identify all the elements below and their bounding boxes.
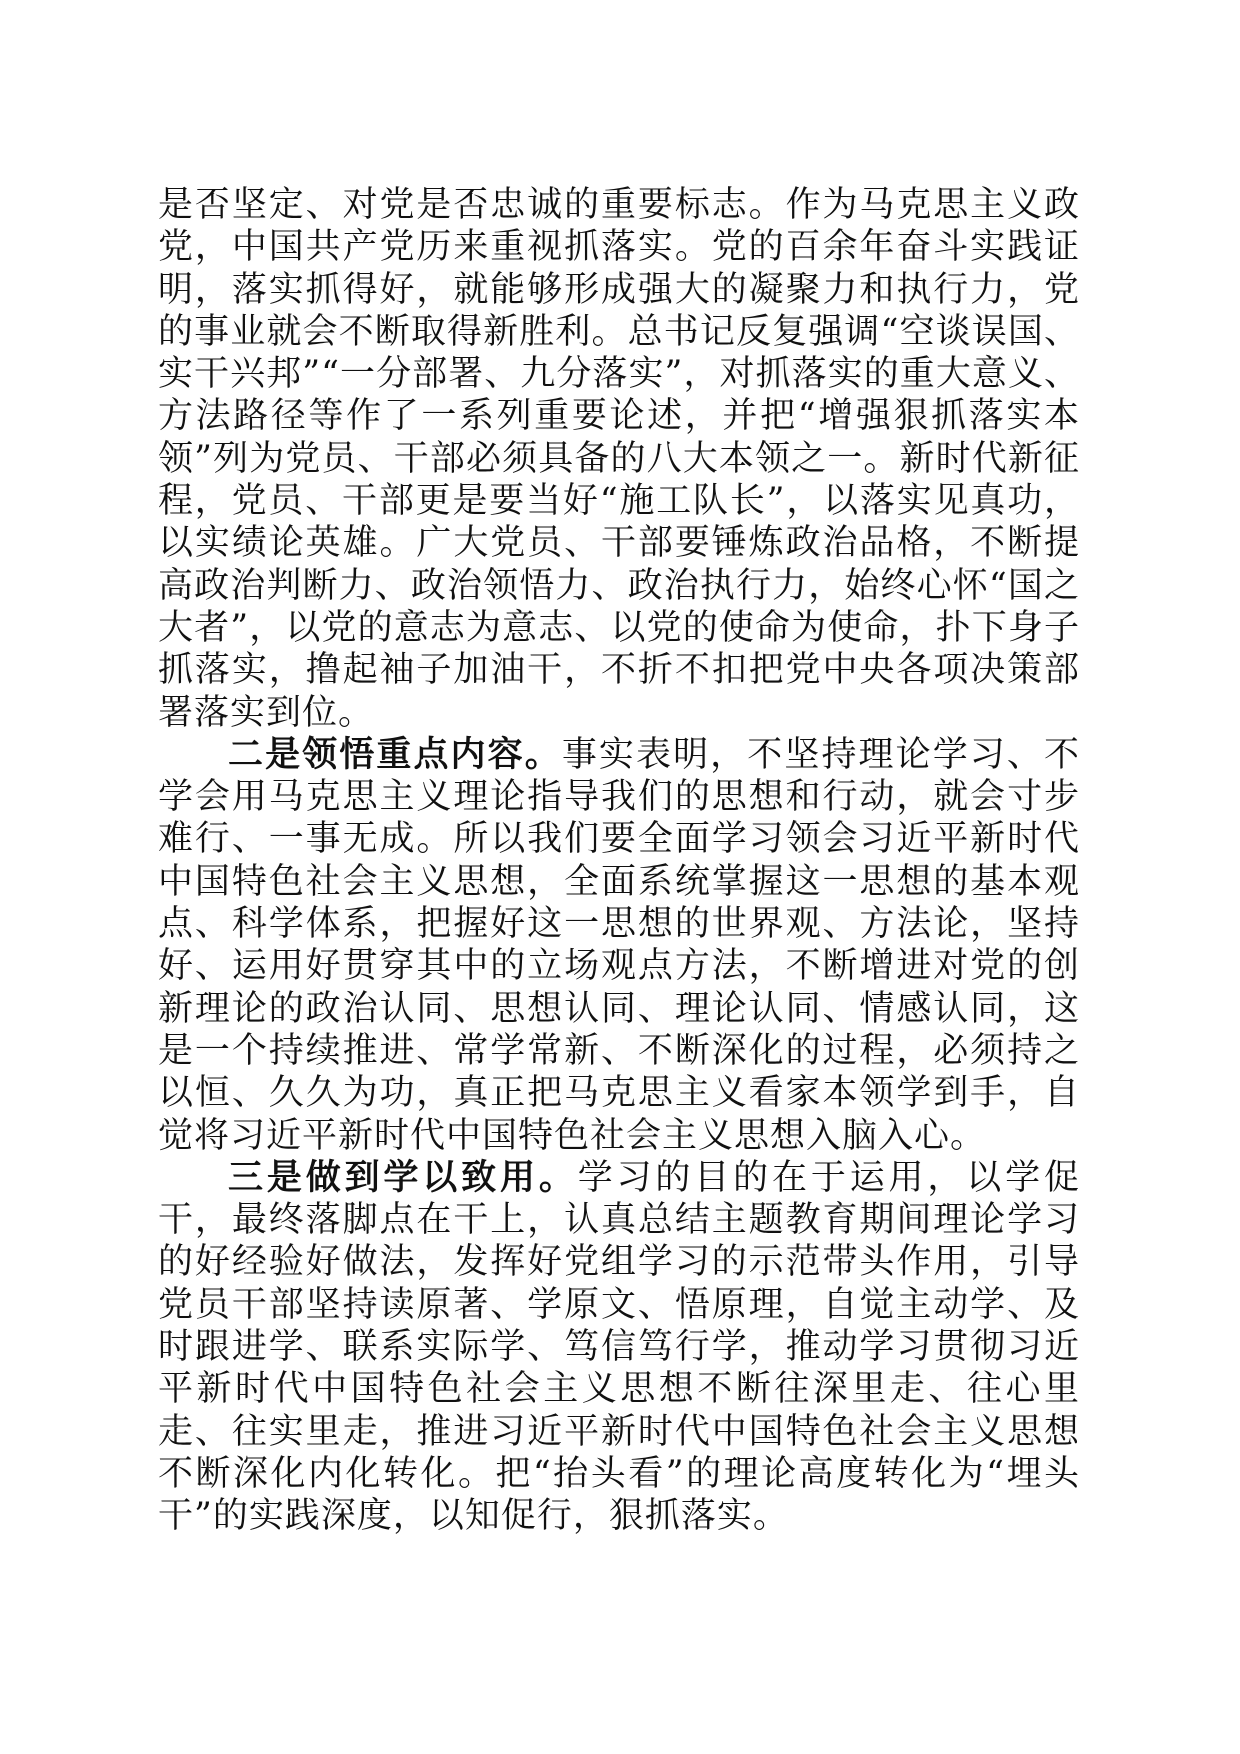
paragraph-continuation: [158, 184, 1080, 734]
paragraph-heading: 三是做到学以致用。: [228, 1156, 578, 1198]
paragraph-text: 学习的目的在于运用，以学促干，最终落脚点在干上，认真总结主题教育期间理论学习的好经验好做法，发挥好党组学习的示范带头作用，引导党员干部坚持读原著、学原文、悟原理，自觉主动学、及时跟进学、联系实际学、笃信笃行学，推动学习贯彻习近平新时代中国特色社会主义思想不断往深里走、往心里走、往实里走，推进习近平新时代中国特色社会主义思想不断深化内化转化。把“抬头看”的理论高度转化为“埋头干”的实践深度，以知促行，狠抓落实。: [158, 1157, 1080, 1537]
paragraph-point-two: [158, 734, 1080, 1157]
paragraph-point-three: [158, 1157, 1080, 1538]
paragraph-text: 事实表明，不坚持理论学习、不学会用马克思主义理论指导我们的思想和行动，就会寸步难行、一事无成。所以我们要全面学习领会习近平新时代中国特色社会主义思想，全面系统掌握这一思想的基本观点、科学体系，把握好这一思想的世界观、方法论，坚持好、运用好贯穿其中的立场观点方法，不断增进对党的创新理论的政治认同、思想认同、理论认同、情感认同，这是一个持续推进、常学常新、不断深化的过程，必须持之以恒、久久为功，真正把马克思主义看家本领学到手，自觉将习近平新时代中国特色社会主义思想入脑入心。: [158, 734, 1080, 1156]
paragraph-text: 是否坚定、对党是否忠诚的重要标志。作为马克思主义政党，中国共产党历来重视抓落实。党的百余年奋斗实践证明，落实抓得好，就能够形成强大的凝聚力和执行力，党的事业就会不断取得新胜利。总书记反复强调“空谈误国、实干兴邦”“一分部署、九分落实”，对抓落实的重大意义、方法路径等作了一系列重要论述，并把“增强狠抓落实本领”列为党员、干部必须具备的八大本领之一。新时代新征程，党员、干部更是要当好“施工队长”，以落实见真功，以实绩论英雄。广大党员、干部要锤炼政治品格，不断提高政治判断力、政治领悟力、政治执行力，始终心怀“国之大者”，以党的意志为意志、以党的使命为使命，扑下身子抓落实，撸起袖子加油干，不折不扣把党中央各项决策部署落实到位。: [158, 185, 1080, 733]
document-body: [158, 184, 1080, 1538]
paragraph-heading: 二是领悟重点内容。: [228, 733, 562, 775]
